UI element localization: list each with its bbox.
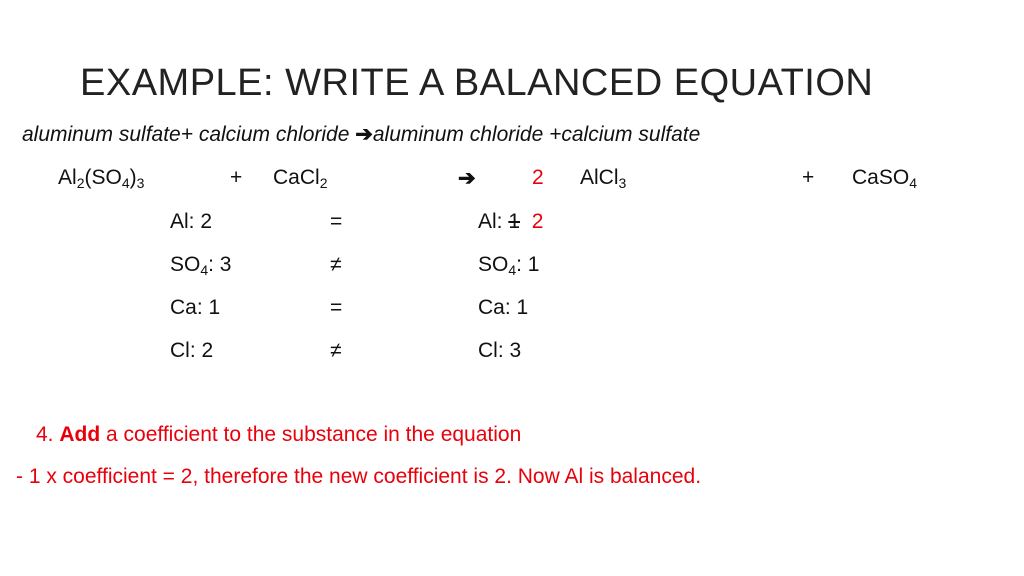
step-keyword: Add [59,423,101,446]
explanation-note: - 1 x coefficient = 2, therefore the new coefficient is 2. Now Al is balanced. [16,465,702,488]
word-reactants: aluminum sulfate+ calcium chloride [22,123,350,146]
slide-title: EXAMPLE: WRITE A BALANCED EQUATION [80,62,874,104]
coefficient: 2 [532,166,544,189]
tally-right-cl: Cl: 3 [478,339,522,362]
tally-sign-al: = [330,210,343,233]
tally-right-so4: $SO_4$: 1 [478,253,540,278]
step-instruction: 4. Add a coefficient to the substance in the equation [36,423,522,446]
word-equation [22,122,700,147]
product-aluminum-chloride: AlCl$_3$ [580,166,627,191]
right-arrow-icon: ➔ [355,123,373,146]
tally-sign-cl: ≠ [330,339,342,362]
tally-sign-so4: ≠ [330,253,342,276]
reactant-calcium-chloride: CaCl$_2$ [273,166,328,191]
tally-right-al: Al: 1 2 [478,210,544,233]
tally-left-ca: Ca: 1 [170,296,221,319]
tally-left-cl: Cl: 2 [170,339,214,362]
plus-sign: + [230,166,243,189]
tally-sign-ca: = [330,296,343,319]
new-value: 2 [531,210,544,233]
reactant-aluminum-sulfate: $Al_2(SO_4)_3$ [58,166,145,191]
struck-value: 1 [508,210,521,233]
reaction-arrow-icon: ➔ [458,167,476,190]
plus-sign: + [802,166,815,189]
tally-right-ca: Ca: 1 [478,296,529,319]
tally-left-al: Al: 2 [170,210,213,233]
word-products: aluminum chloride +calcium sulfate [372,123,701,146]
tally-left-so4: $SO_4$: 3 [170,253,232,278]
product-calcium-sulfate: CaSO$_4$ [852,166,917,191]
